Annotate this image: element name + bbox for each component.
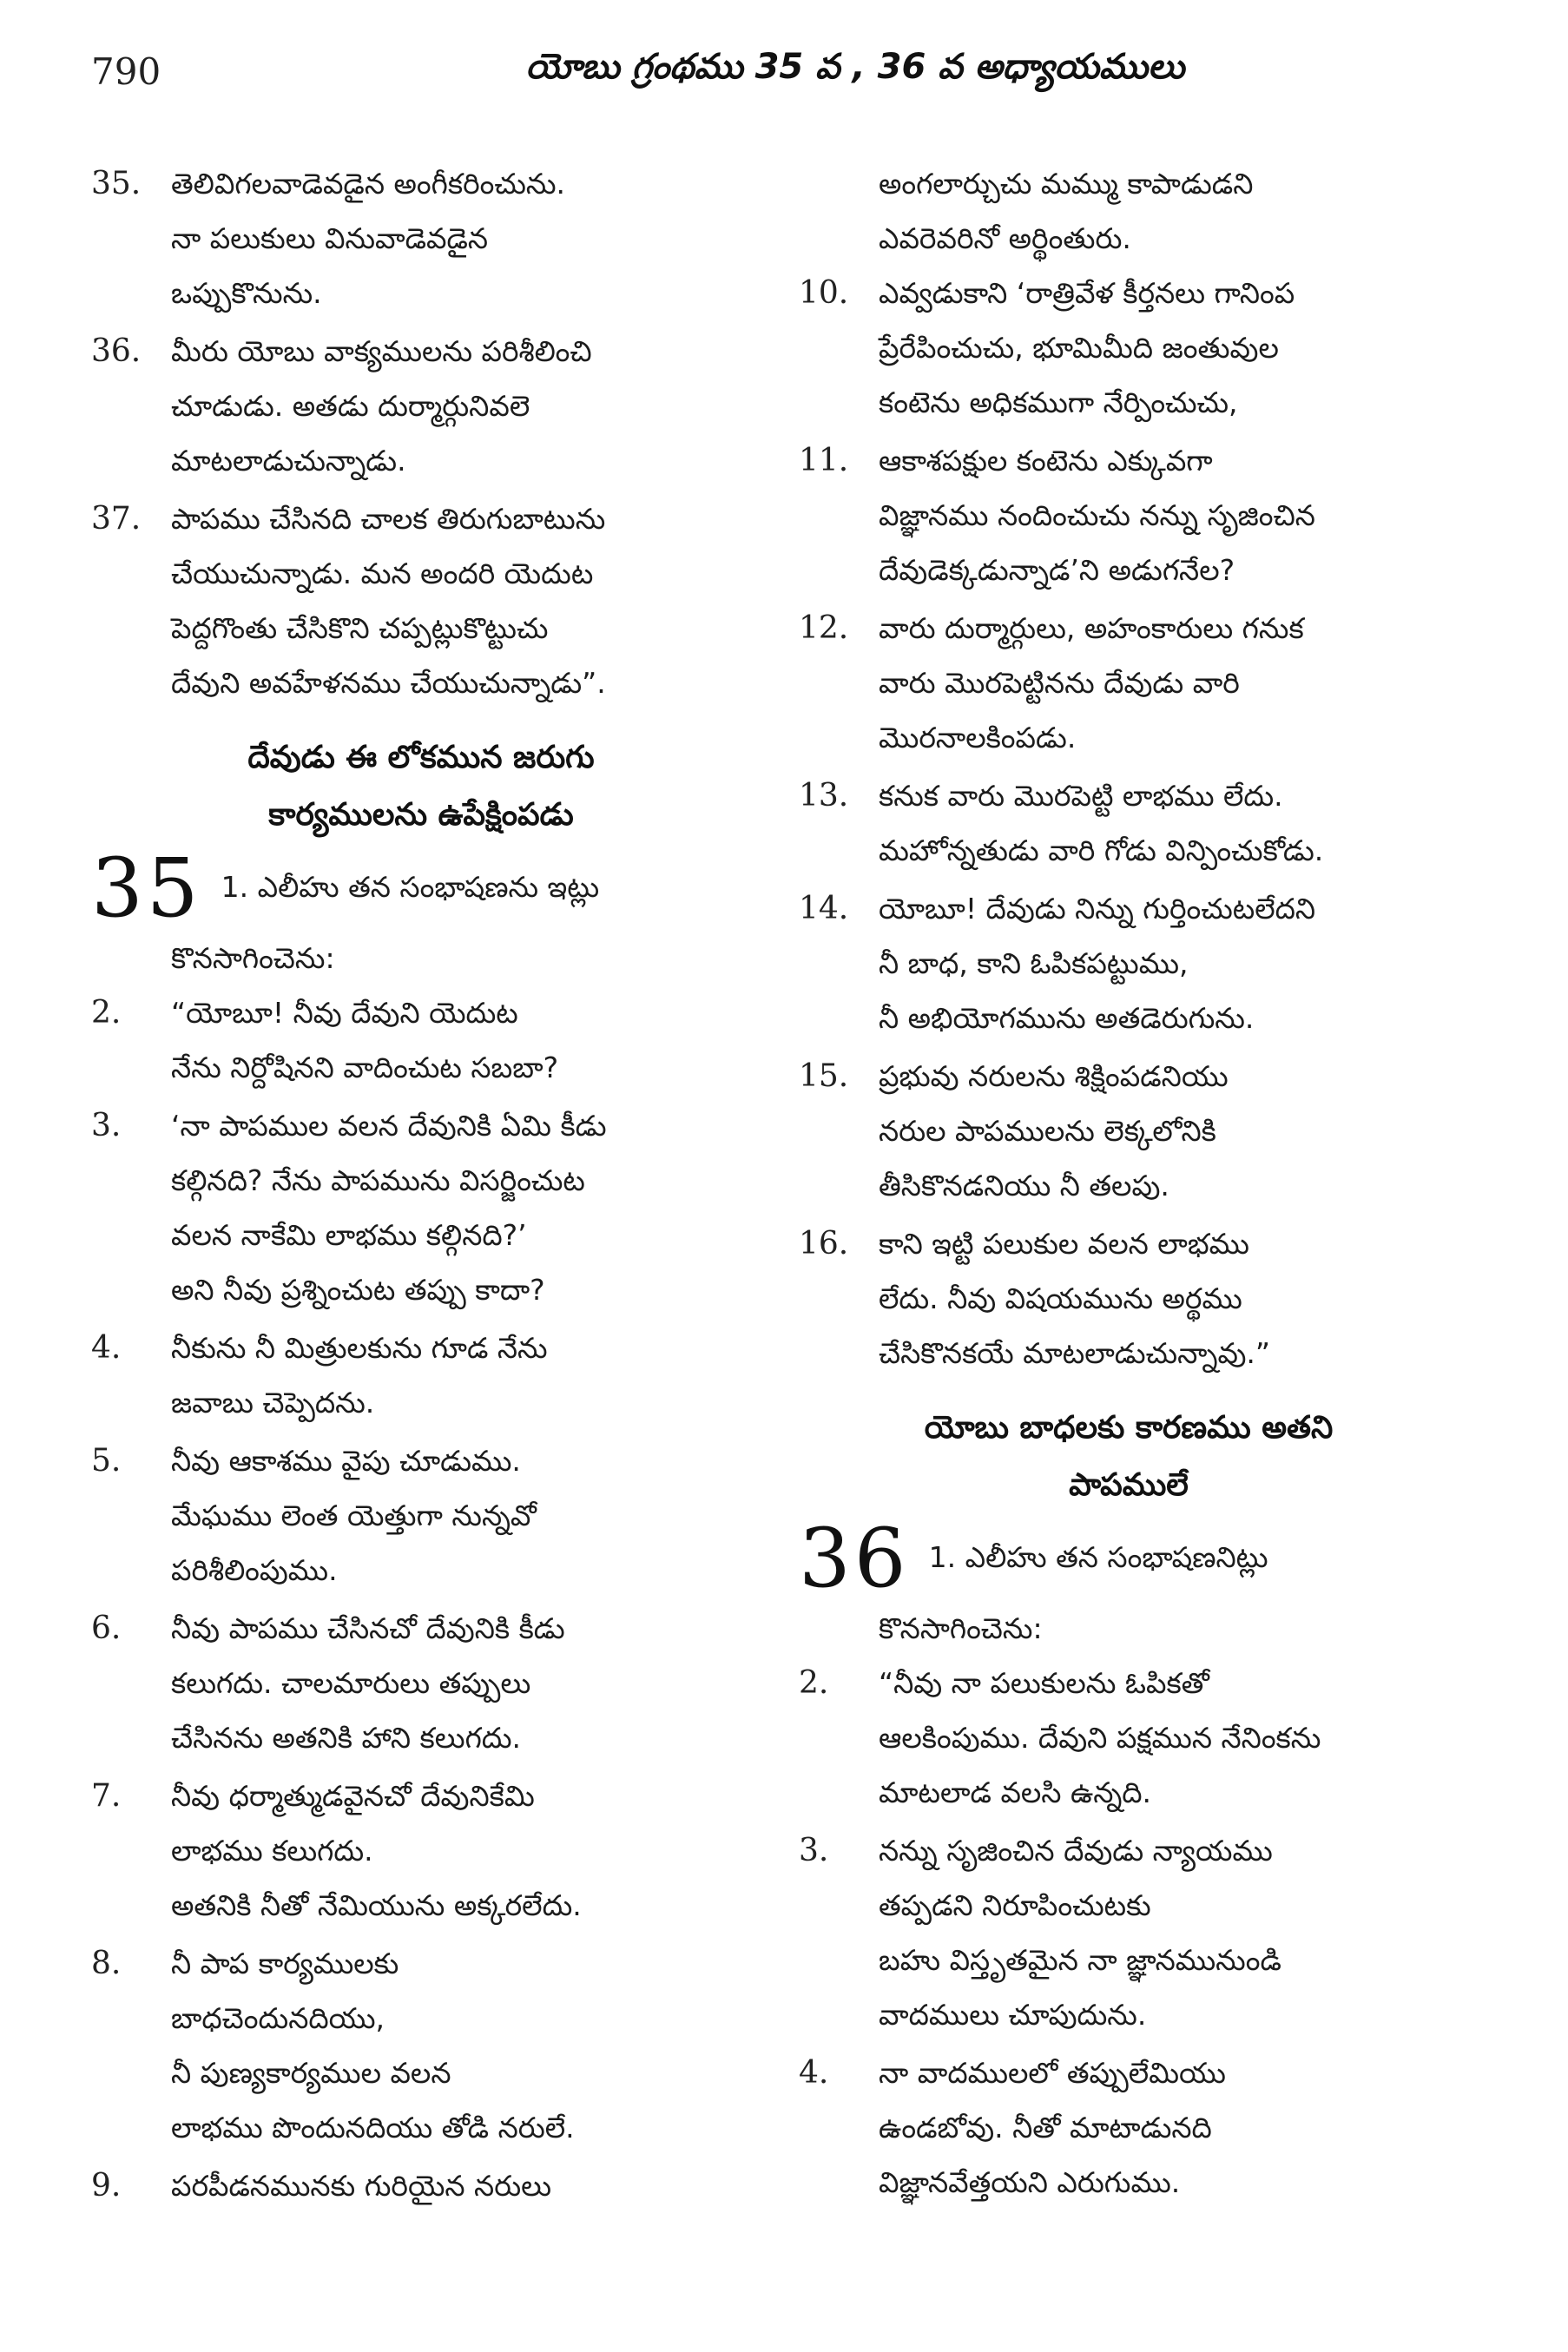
verse-line: ‘నా పాపముల వలన దేవునికి ఏమి కీడు [171,1109,607,1143]
verse-number: 16. [799,1226,849,1262]
verse-text [171,1321,751,1430]
verse-text [171,2158,751,2213]
section-heading [799,1400,1459,1514]
verse-line: పెద్దగొంతు చేసికొని చప్పట్లుకొట్టుచు [171,611,549,645]
verse-number: 2. [91,995,122,1031]
verse-line: ప్రేరేపించుచు, భూమిమీది జంతువుల [879,331,1279,365]
verse [221,847,600,914]
verse-line: కొనసాగించెను: [879,1611,1043,1645]
verse-line: నా వాదములలో తప్పులేమియు [879,2056,1226,2090]
verse-line: లాభము కలుగదు. [171,1834,373,1868]
verse-line: ప్రభువు నరులను శిక్షింపడనియు [879,1059,1229,1093]
verse-text [171,1769,751,1933]
verse-line: దేవుని అవహేళనము చేయుచున్నాడు”. [171,666,606,700]
verse-line: కాని ఇట్టి పలుకుల వలన లాభము [879,1227,1249,1261]
verse-line: కలుగదు. చాలమారులు తప్పులు [171,1666,531,1700]
page-header [91,45,1480,115]
verse-line: తెలివిగలవాడెవడైన అంగీకరించును. [171,167,565,201]
verse [91,156,751,320]
verse-number: 6. [91,1611,122,1646]
verse-line: లాభము పొందునదియు తోడి నరులే. [171,2111,575,2144]
verse-number: 1. [221,870,249,904]
verse-line: పరిశీలింపుము. [171,1553,338,1587]
verse-text [879,601,1459,765]
section-heading-line: దేవుడు ఈ లోకమున జరుగు [247,740,595,775]
verse [799,266,1459,430]
verse-line: నీవు పాపము చేసినచో దేవునికి కీడు [171,1611,565,1645]
verse-line: “నీవు నా పలుకులను ఓపికతో [879,1666,1209,1700]
verse-number: 15. [799,1058,849,1094]
verse-list [799,1656,1459,2210]
verse-line: నేను నిర్దోషినని వాదించుట సబబా? [171,1051,559,1084]
verse-number: 7. [91,1778,122,1814]
verse-line: అంగలార్చుచు మమ్ము కాపాడుడని [879,167,1254,201]
verse [91,1936,751,2155]
verse [799,2046,1459,2210]
verse-text [879,1656,1459,1820]
verse-line: నీ పుణ్యకార్యముల వలన [171,2056,451,2090]
verse [91,1769,751,1933]
chapter-number: 35 [91,841,202,936]
verse-line: తప్పడని నిరూపించుటకు [879,1888,1151,1922]
verse-number: 2. [799,1665,829,1701]
verse-line: ఎవ్వడుకాని ‘రాత్రివేళ కీర్తనలు గానింప [879,276,1295,310]
verse-line: కల్గినది? నేను పాపమును విసర్జించుట [171,1163,585,1197]
verse-line: నీ బాధ, కాని ఓపికపట్టుము, [879,946,1189,980]
verse-number: 13. [799,778,849,814]
verse-line: నీ పాప కార్యములకు [171,1947,399,1980]
verse [929,1518,1268,1584]
verse [799,881,1459,1045]
verse-line: నరుల పాపములను లెక్కలోనికి [879,1114,1216,1148]
verse-line: నీవు ధర్మాత్ముడవైనచో దేవునికేమి [171,1779,535,1813]
verse-number: 37. [91,501,142,537]
verse-text [879,881,1459,1045]
verse-number: 8. [91,1946,122,1981]
verse-line: చేసినను అతనికి హాని కలుగదు. [171,1721,522,1755]
verse-number: 35. [91,166,142,201]
verse-text [171,1433,751,1598]
verse-number: 11. [799,443,849,478]
verse-list [799,266,1459,1380]
chapter-start [799,1512,1459,1606]
verse-list [91,985,751,2213]
verse-text [171,324,751,488]
verse-line: లేదు. నీవు విషయమును అర్థము [879,1281,1242,1315]
verse-line: ఉండబోవు. నీతో మాటాడునది [879,2111,1212,2144]
verse-line: జవాబు చెప్పెదను. [171,1386,375,1420]
verse-text [171,1098,751,1317]
verse-number: 4. [91,1330,122,1366]
page-number: 790 [91,50,161,93]
verse-number: 3. [91,1108,122,1143]
verse [91,2158,751,2213]
verse [799,1656,1459,1820]
verse-text [879,433,1459,597]
verse-line: కంటెను అధికముగా నేర్పించుచు, [879,385,1238,419]
verse-number: 14. [799,891,849,926]
verse-number: 10. [799,275,849,311]
verse-text [879,768,1459,878]
verse-line: వాదములు చూపుదును. [879,1998,1147,2032]
verse-line: చేయుచున్నాడు. మన అందరి యెదుట [171,557,594,590]
verse-text [879,266,1459,430]
verse-number: 5. [91,1443,122,1479]
verse-line: నీవు ఆకాశము వైపు చూడుము. [171,1444,521,1478]
verse [91,324,751,488]
verse-line: విజ్ఞానవేత్తయని ఎరుగుము. [879,2165,1181,2199]
verse [799,1823,1459,2042]
verse-line: ఆలకింపుము. దేవుని పక్షమున నేనింకను [879,1721,1321,1755]
verse-text [171,1601,751,1765]
running-title: యోబు గ్రంథము 35 వ , 36 వ అధ్యాయములు [525,47,1185,87]
verse-line: నా పలుకులు వినువాడెవడైన [171,221,489,255]
verse-line: “యోబూ! నీవు దేవుని యెదుట [171,996,518,1030]
section-heading-line: పాపములే [1069,1467,1189,1503]
verse-number: 4. [799,2055,829,2091]
verse-line: నన్ను సృజించిన దేవుడు న్యాయము [879,1834,1273,1868]
verse-line: యోబూ! దేవుడు నిన్ను గుర్తించుటలేదని [879,892,1316,926]
verse-line: పాపము చేసినది చాలక తిరుగుబాటును [171,502,606,536]
verse-number: 1. [928,1540,957,1574]
verse [799,433,1459,597]
verse [799,601,1459,765]
left-column [91,156,751,2217]
verse [91,985,751,1095]
verse-line: మీరు యోబు వాక్యములను పరిశీలించి [171,334,592,368]
verse [799,1216,1459,1380]
verse-text [171,491,751,710]
verse-line: వలన నాకేమి లాభము కల్గినది?’ [171,1218,527,1252]
verse-text [171,156,751,320]
verse-line: ఎవరెవరినో అర్థింతురు. [879,221,1131,255]
verse-line: దేవుడెక్కడున్నాడ’ని అడుగనేల? [879,553,1235,587]
verse-text [171,985,751,1095]
verse [91,491,751,710]
section-heading-line: యోబు బాధలకు కారణము అతని [924,1410,1334,1446]
verse-text [879,1823,1459,2042]
verse-line: మాటలాడ వలసి ఉన్నది. [879,1776,1152,1809]
verse [799,768,1459,878]
verse-line: బహు విస్తృతమైన నా జ్ఞానమునుండి [879,1943,1281,1977]
verse-line: మొరనాలకింపడు. [879,721,1077,754]
verse [91,1433,751,1598]
verse-line: చేసికొనకయే మాటలాడుచున్నావు.” [879,1336,1270,1370]
right-column [799,156,1459,2213]
verse-text [879,1049,1459,1213]
verse-text [879,2046,1459,2210]
verse-number: 9. [91,2168,122,2204]
verse-line: తీసికొనడనియు నీ తలపు. [879,1169,1169,1202]
verse-line: కనుక వారు మొరపెట్టి లాభము లేదు. [879,779,1283,813]
verse-line: నీకును నీ మిత్రులకును గూడ నేను [171,1331,548,1365]
verse-line: మేఘము లెంత యెత్తుగా నున్నవో [171,1499,537,1532]
verse [91,1321,751,1430]
verse [91,1098,751,1317]
verse-line: వారు దుర్మార్గులు, అహంకారులు గనుక [879,611,1304,645]
verse-line: అతనికి నీతో నేమియును అక్కరలేదు. [171,1888,582,1922]
verse-text [879,1216,1459,1380]
verse-line: ఎలీహు తన సంభాషణనిట్లు [965,1540,1268,1574]
verse-number: 36. [91,333,142,369]
verse-number: 12. [799,610,849,646]
verse-list [91,156,751,710]
verse-line: మాటలాడుచున్నాడు. [171,444,406,478]
verse-line: విజ్ఞానము నందించుచు నన్ను సృజించిన [879,498,1315,532]
verse-line: అని నీవు ప్రశ్నించుట తప్పు కాదా? [171,1273,545,1307]
verse-line: కొనసాగించెను: [171,941,335,975]
chapter-start [91,841,751,936]
verse-line: ఆకాశపక్షుల కంటెను ఎక్కువగా [879,444,1213,478]
verse-line: ఒప్పుకొనును. [171,276,322,310]
section-heading [91,729,751,844]
verse [799,1049,1459,1213]
verse-line: మహోన్నతుడు వారి గోడు విన్పించుకోడు. [879,833,1324,867]
verse-line: నీ అభియోగమును అతడెరుగును. [879,1001,1255,1035]
verse-line: పరపీడనమునకు గురియైన నరులు [171,2169,552,2203]
verse-line: ఎలీహు తన సంభాషణను ఇట్లు [257,870,600,904]
verse-text [171,1936,751,2155]
section-heading-line: కార్యములను ఉపేక్షింపడు [268,797,574,833]
chapter-number: 36 [799,1512,910,1606]
verse-number: 3. [799,1833,829,1868]
verse-line: బాధచెందునదియు, [171,2001,385,2035]
verse-line: చూడుడు. అతడు దుర్మార్గునివలె [171,389,530,423]
verse [91,1601,751,1765]
verse-line: వారు మొరపెట్టినను దేవుడు వారి [879,666,1240,700]
